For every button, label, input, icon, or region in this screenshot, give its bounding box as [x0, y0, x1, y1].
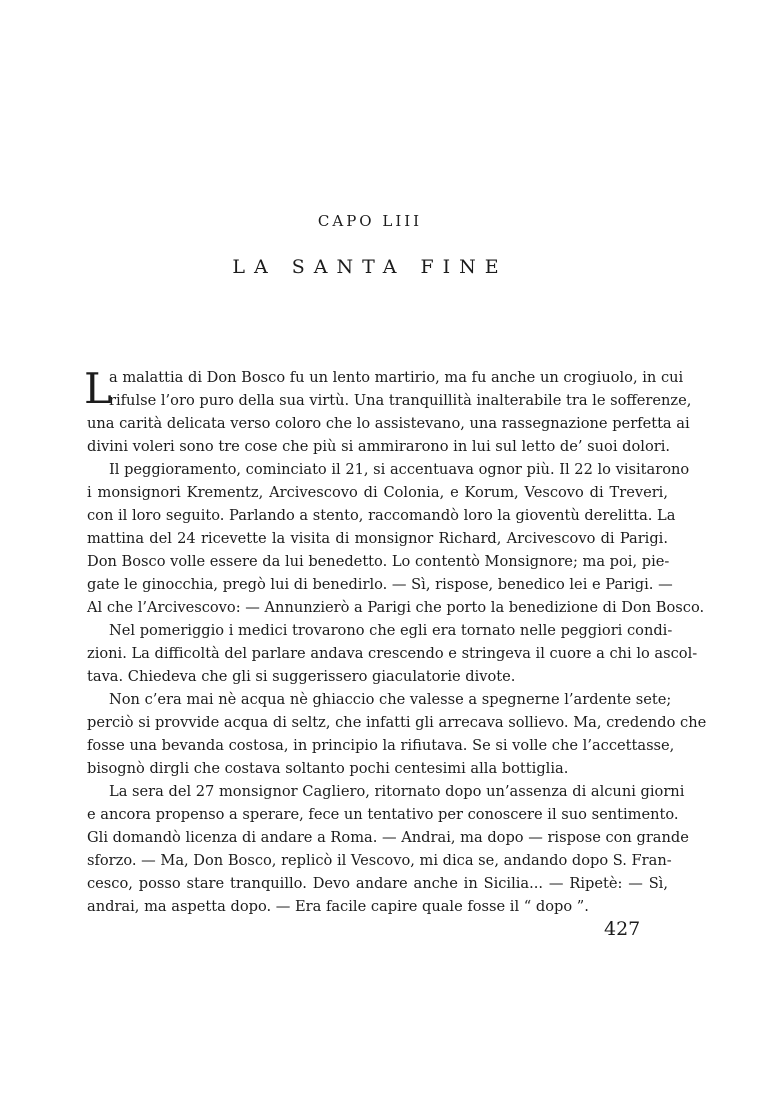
text-line: gate le ginocchia, pregò lui di benedirlo. — Sì, rispose, benedico lei e Parigi. — — [87, 576, 673, 593]
text-line: Gli domandò licenza di andare a Roma. — Andrai, ma dopo — rispose con grande — [87, 829, 689, 846]
body-text — [84, 364, 707, 918]
text-line: fosse una bevanda costosa, in principio la rifiutava. Se si volle che l’accettasse, — [87, 737, 675, 754]
text-line: mattina del 24 ricevette la visita di monsignor Richard, Arcivescovo di Parigi. — [87, 530, 668, 547]
text-line: e ancora propenso a sperare, fece un tentativo per conoscere il suo sentimento. — [87, 806, 679, 823]
paragraph — [84, 364, 692, 458]
paragraph — [87, 619, 698, 688]
text-line: Nel pomeriggio i medici trovarono che egli era tornato nelle peggiori condi- — [109, 622, 673, 639]
text-line: una carità delicata verso coloro che lo assistevano, una rassegnazione perfetta ai — [87, 415, 690, 432]
text-line: bisognò dirgli che costava soltanto pochi centesimi alla bottiglia. — [87, 760, 569, 777]
page-number: 427 — [604, 918, 641, 940]
text-line: Don Bosco volle essere da lui benedetto. Lo contentò Monsignore; ma poi, pie- — [87, 553, 670, 570]
paragraph — [87, 458, 705, 619]
text-line: divini voleri sono tre cose che più si ammirarono in lui sul letto de’ suoi dolori. — [87, 438, 671, 455]
paragraph — [87, 688, 707, 780]
paragraph — [87, 780, 689, 918]
chapter-number: CAPO LIII — [317, 212, 423, 230]
chapter-title: LA SANTA FINE — [232, 256, 508, 278]
text-line: tava. Chiedeva che gli si suggerissero giaculatorie divote. — [87, 668, 516, 685]
text-line: cesco, posso stare tranquillo. Devo andare anche in Sicilia... — Ripetè: — Sì, — [87, 875, 668, 892]
drop-cap: L — [84, 364, 112, 413]
text-line: La sera del 27 monsignor Cagliero, ritornato dopo un’assenza di alcuni giorni — [109, 783, 685, 800]
text-line: con il loro seguito. Parlando a stento, raccomandò loro la gioventù derelitta. La — [87, 507, 676, 524]
text-line: rifulse l’oro puro della sua virtù. Una tranquillità inalterabile tra le sofferenze, — [109, 392, 692, 409]
text-line: perciò si provvide acqua di seltz, che infatti gli arrecava sollievo. Ma, credendo che — [87, 714, 707, 731]
text-line: i monsignori Krementz, Arcivescovo di Colonia, e Korum, Vescovo di Treveri, — [87, 484, 668, 501]
text-line: a malattia di Don Bosco fu un lento martirio, ma fu anche un crogiuolo, in cui — [109, 369, 684, 386]
text-line: andrai, ma aspetta dopo. — Era facile capire quale fosse il “ dopo ”. — [87, 898, 589, 915]
text-line: Il peggioramento, cominciato il 21, si accentuava ognor più. Il 22 lo visitarono — [109, 461, 690, 478]
text-line: zioni. La difficoltà del parlare andava crescendo e stringeva il cuore a chi lo ascol- — [87, 645, 698, 662]
text-line: sforzo. — Ma, Don Bosco, replicò il Vescovo, mi dica se, andando dopo S. Fran- — [87, 852, 672, 869]
text-line: Non c’era mai nè acqua nè ghiaccio che valesse a spegnerne l’ardente sete; — [109, 691, 672, 708]
text-line: Al che l’Arcivescovo: — Annunzierò a Parigi che porto la benedizione di Don Bosco. — [87, 599, 705, 616]
